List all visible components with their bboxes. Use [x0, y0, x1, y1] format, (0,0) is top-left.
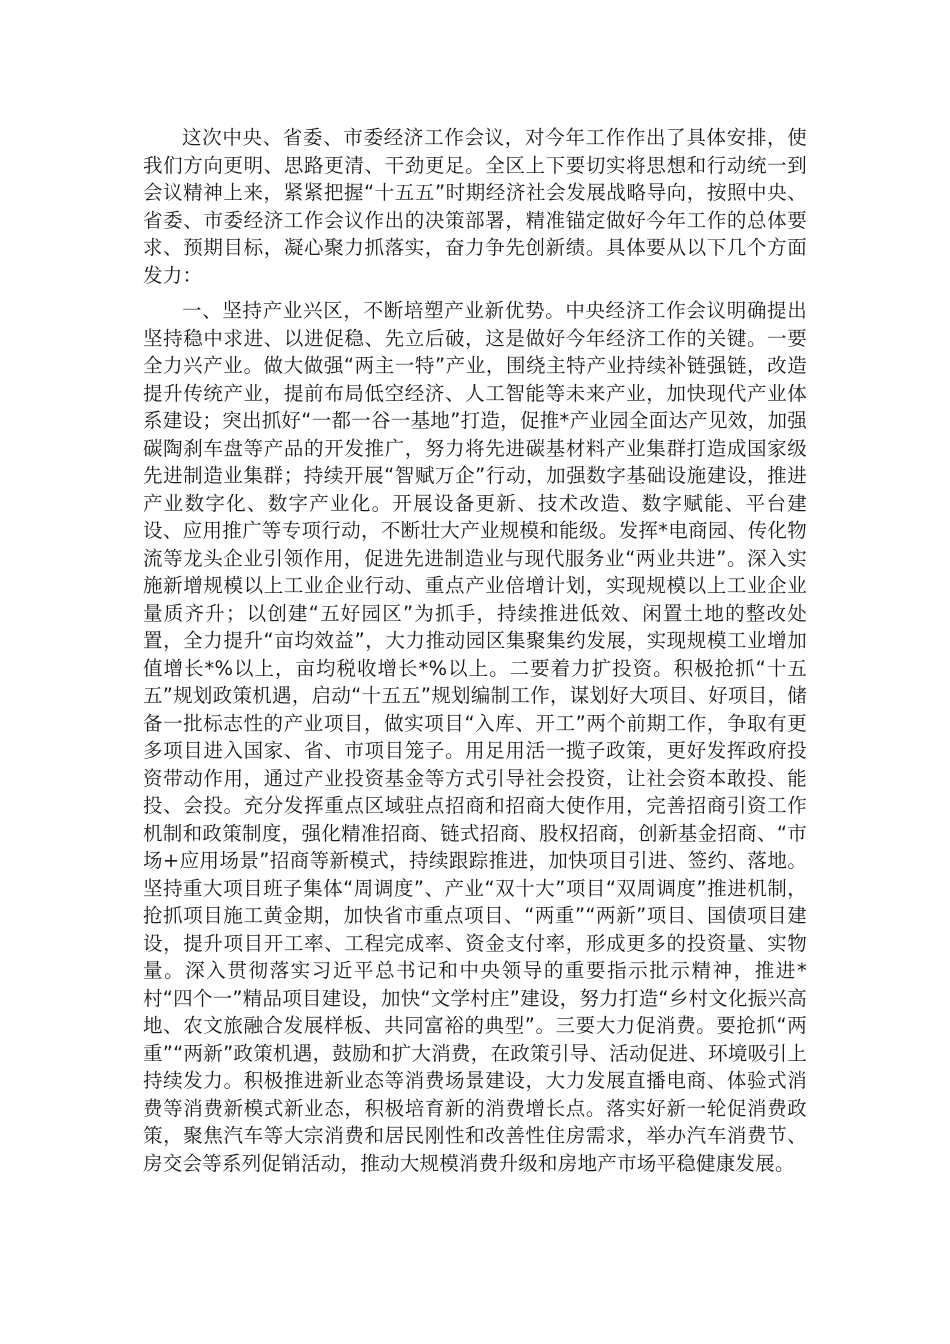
section-one-paragraph: 一、坚持产业兴区，不断培塑产业新优势。中央经济工作会议明确提出坚持稳中求进、以进促稳、先立后破，这是做好今年经济工作的关键。一要全力兴产业。做大做强“两主一特”产业，围绕主特产业持续补链强链，改造提升传统产业，提前布局低空经济、人工智能等未来产业，加快现代产业体系建设；突出抓好“一都一谷一基地”打造，促推*产业园全面达产见效，加强碳陶刹车盘等产品的开发推广，努力将先进碳基材料产业集群打造成国家级先进制造业集群；持续开展“智赋万企”行动，加强数字基础设施建设，推进产业数字化、数字产业化。开展设备更新、技术改造、数字赋能、平台建设、应用推广等专项行动，不断壮大产业规模和能级。发挥*电商园、传化物流等龙头企业引领作用，促进先进制造业与现代服务业“两业共进”。深入实施新增规模以上工业企业行动、重点产业倍增计划，实现规模以上工业企业量质齐升；以创建“五好园区”为抓手，持续推进低效、闲置土地的整改处置，全力提升“亩均效益”，大力推动园区集聚集约发展，实现规模工业增加值增长*%以上，亩均税收增长*%以上。二要着力扩投资。积极抢抓“十五五”规划政策机遇，启动“十五五”规划编制工作，谋划好大项目、好项目，储备一批标志性的产业项目，做实项目“入库、开工”两个前期工作，争取有更多项目进入国家、省、市项目笼子。用足用活一揽子政策，更好发挥政府投资带动作用，通过产业投资基金等方式引导社会投资，让社会资本敢投、能投、会投。充分发挥重点区域驻点招商和招商大使作用，完善招商引资工作机制和政策制度，强化精准招商、链式招商、股权招商，创新基金招商、“市场+应用场景”招商等新模式，持续跟踪推进，加快项目引进、签约、落地。坚持重大项目班子集体“周调度”、产业“双十大”项目“双周调度”推进机制，抢抓项目施工黄金期，加快省市重点项目、“两重”“两新”项目、国债项目建设，提升项目开工率、工程完成率、资金支付率，形成更多的投资量、实物量。深入贯彻落实习近平总书记和中央领导的重要指示批示精神，推进*村“四个一”精品项目建设，加快“文学村庄”建设，努力打造“乡村文化振兴高地、农文旅融合发展样板、共同富裕的典型”。三要大力促消费。要抢抓“两重”“两新”政策机遇，鼓励和扩大消费，在政策引导、活动促进、环境吸引上持续发力。积极推进新业态等消费场景建设，大力发展直播电商、体验式消费等消费新模式新业态，积极培育新的消费增长点。落实好新一轮促消费政策，聚焦汽车等大宗消费和居民刚性和改善性住房需求，举办汽车消费节、房交会等系列促销活动，推动大规模消费升级和房地产市场平稳健康发展。: [143, 299, 808, 1175]
intro-paragraph: 这次中央、省委、市委经济工作会议，对今年工作作出了具体安排，使我们方向更明、思路更清、干劲更足。全区上下要切实将思想和行动统一到会议精神上来，紧紧把握“十五五”时期经济社会发展战略导向，按照中央、省委、市委经济工作会议作出的决策部署，精准锚定做好今年工作的总体要求、预期目标，凝心聚力抓落实，奋力争先创新绩。具体要从以下几个方面发力：: [143, 126, 807, 287]
document-page: [143, 124, 807, 1177]
